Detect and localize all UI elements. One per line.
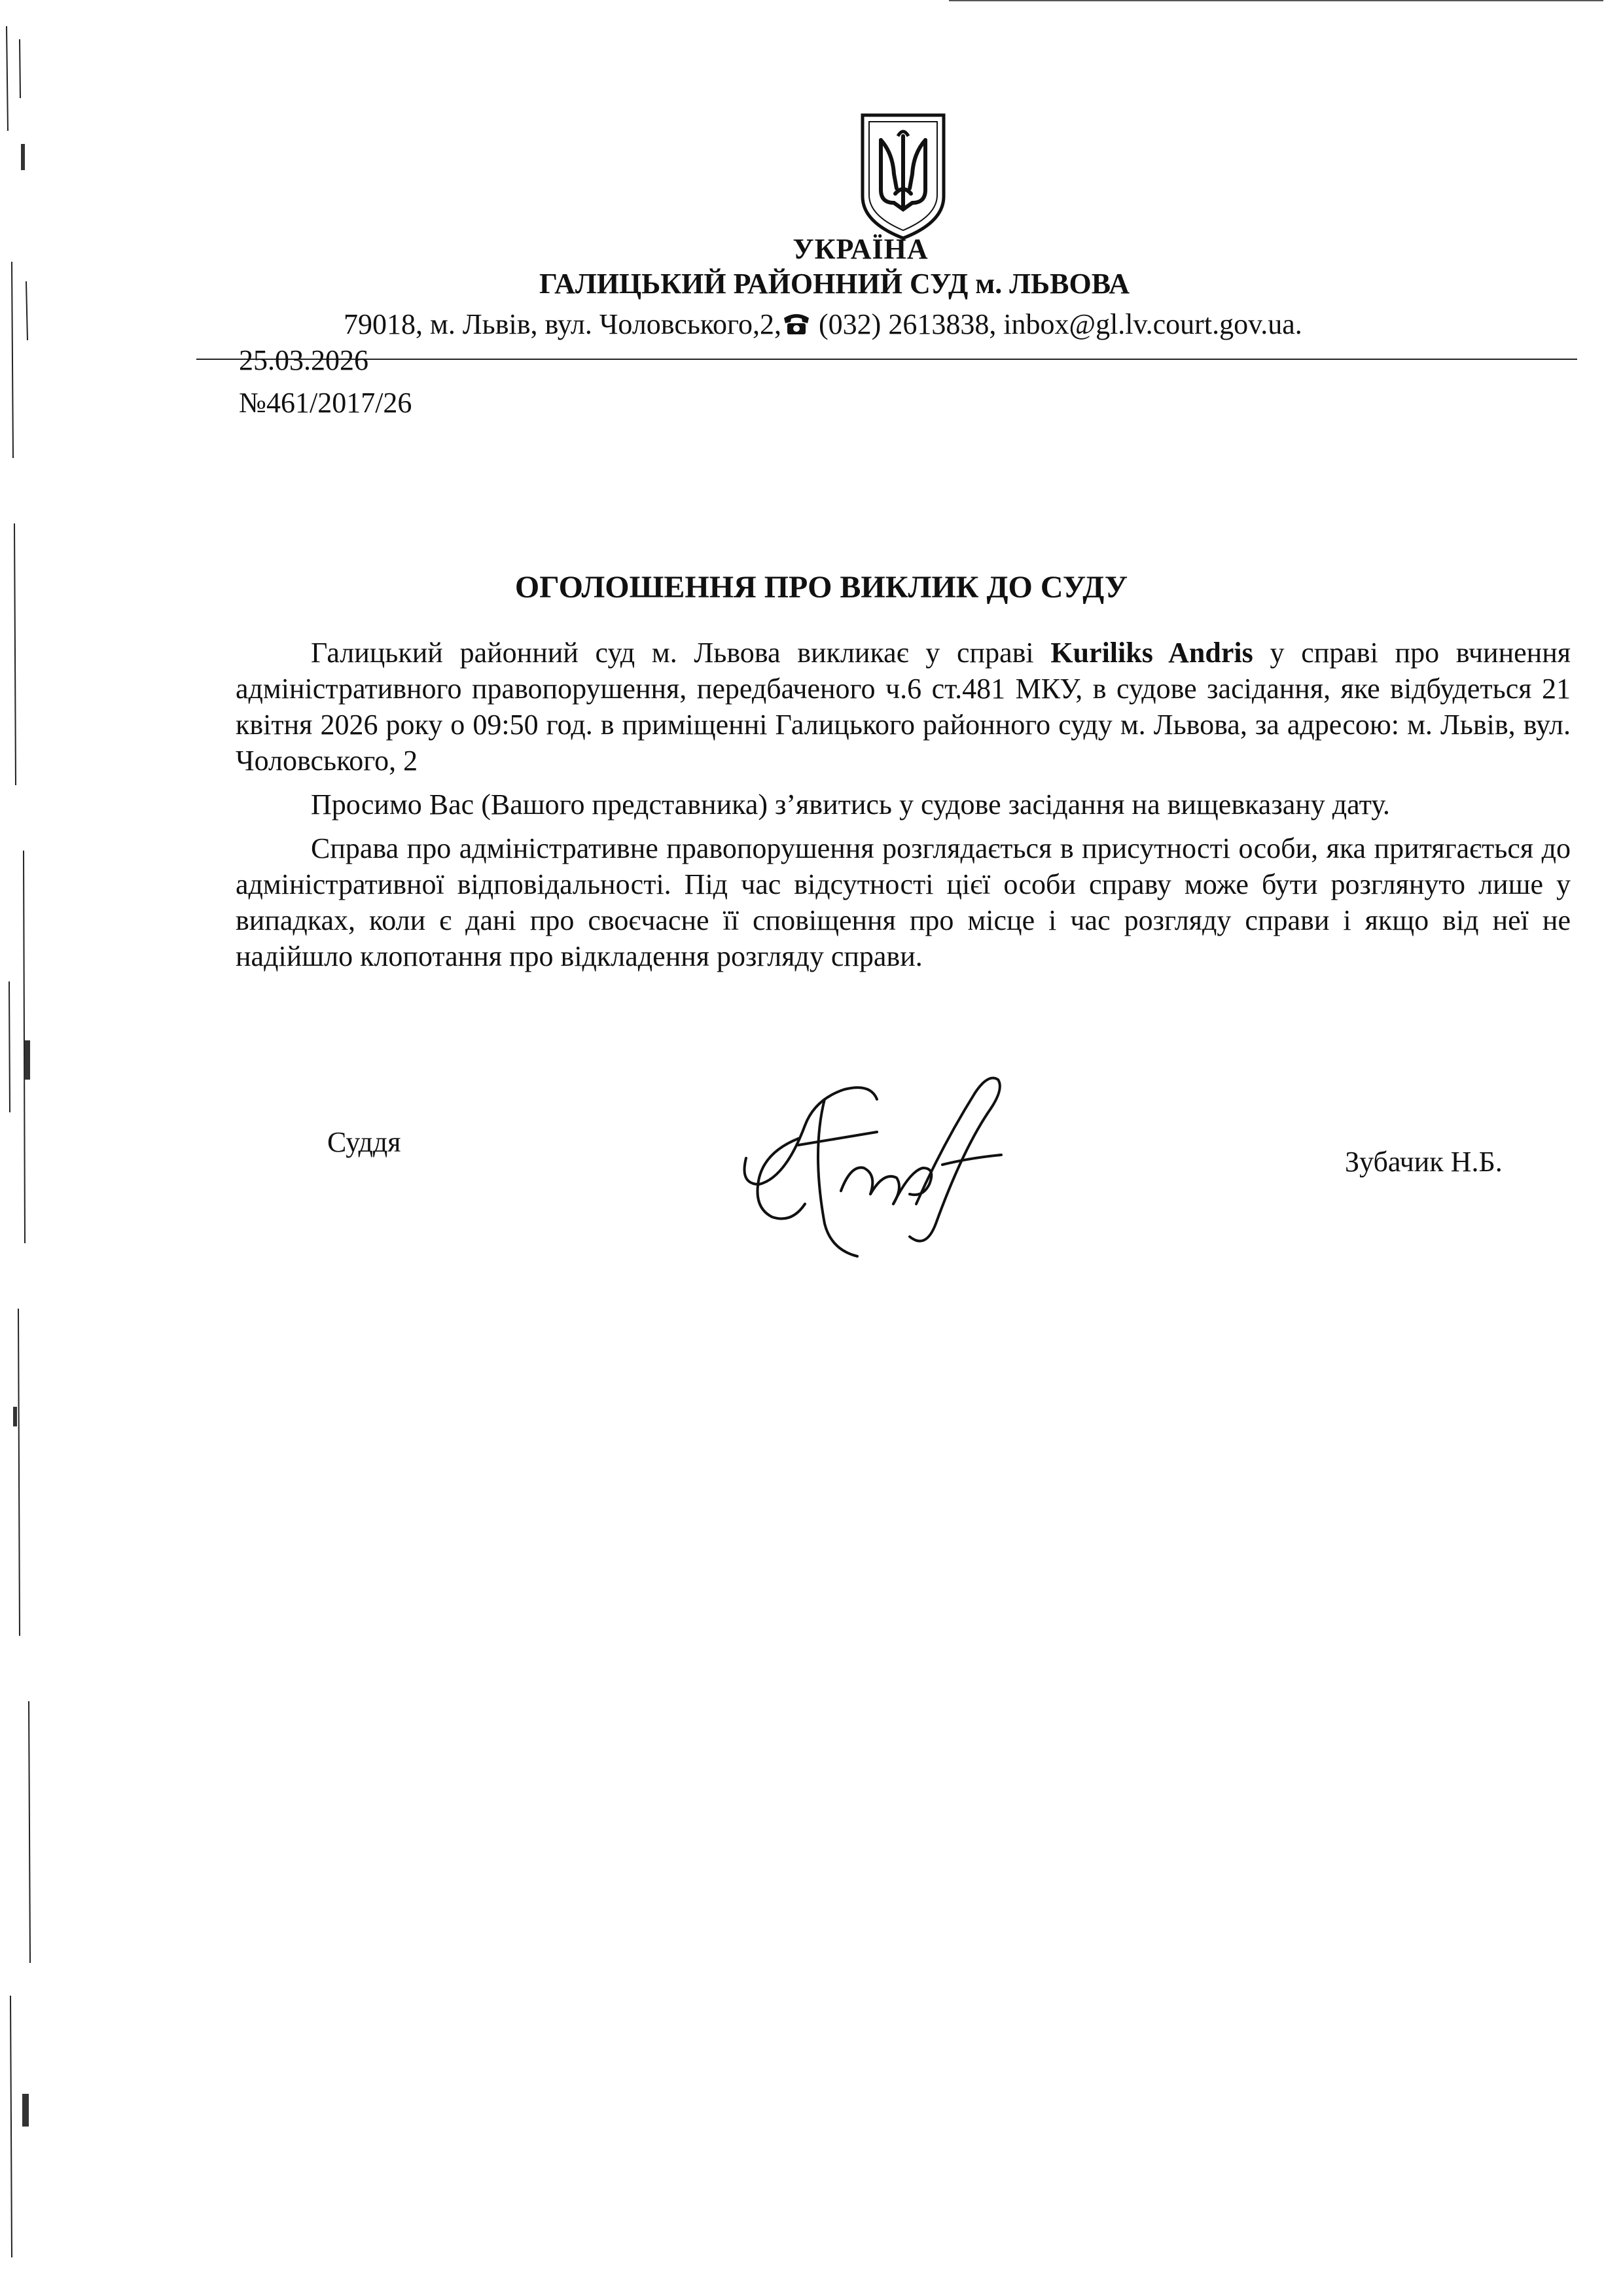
signature-label: Суддя [327, 1126, 401, 1158]
handwritten-signature [726, 1053, 1034, 1263]
body-paragraph-1 [236, 635, 1571, 779]
telephone-icon [781, 310, 812, 336]
document-number: №461/2017/26 [239, 387, 412, 419]
header-court-name: ГАЛИЦЬКИЙ РАЙОННИЙ СУД м. ЛЬВОВА [539, 268, 1130, 300]
summoned-person-name: Kuriliks Andris [1050, 637, 1253, 669]
document-body [236, 635, 1571, 982]
body-paragraph-3: Справа про адміністративне правопорушення розглядається в присутності особи, яка притягається до адміністративної відповідальності. Під час відсутності цієї особи справу може бути розглянуто лише у випадках, коли є дані про своєчасне її сповіщення про місце і час розгляду справи і якщо від неї не надійшло клопотання про відкладення розгляду справи. [236, 832, 1571, 972]
scan-edge-artifact [0, 0, 52, 2296]
document-date: 25.03.2026 [239, 344, 368, 376]
judge-name: Зубачик Н.Б. [1345, 1146, 1503, 1178]
ukraine-trident-icon [857, 111, 949, 242]
header-divider [196, 359, 1577, 360]
header-address-text: 79018, м. Львів, вул. Чоловського,2, [344, 308, 782, 340]
scan-top-mark [949, 0, 1603, 7]
header-address [344, 308, 1302, 341]
header-country: УКРАЇНА [793, 233, 929, 265]
body-p1-text: Галицький районний суд м. Львова викликає у справі [311, 637, 1051, 669]
document-title: ОГОЛОШЕННЯ ПРО ВИКЛИК ДО СУДУ [514, 570, 1128, 605]
body-p1-text-cont: у справі про вчинення адміністративного правопорушення, передбаченого ч.6 ст.481 МКУ, в судове засідання, яке відбудеться 21 квітня 2026 року о 09:50 год. в приміщенні Галицького районного суду м. Львова, за адресою: м. Львів, вул. Чоловського, 2 [236, 637, 1571, 777]
header-contacts: (032) 2613838, inbox@gl.lv.court.gov.ua. [812, 308, 1302, 340]
body-paragraph-2: Просимо Вас (Вашого представника) з’явитись у судове засідання на вищевказану дату. [311, 788, 1390, 821]
